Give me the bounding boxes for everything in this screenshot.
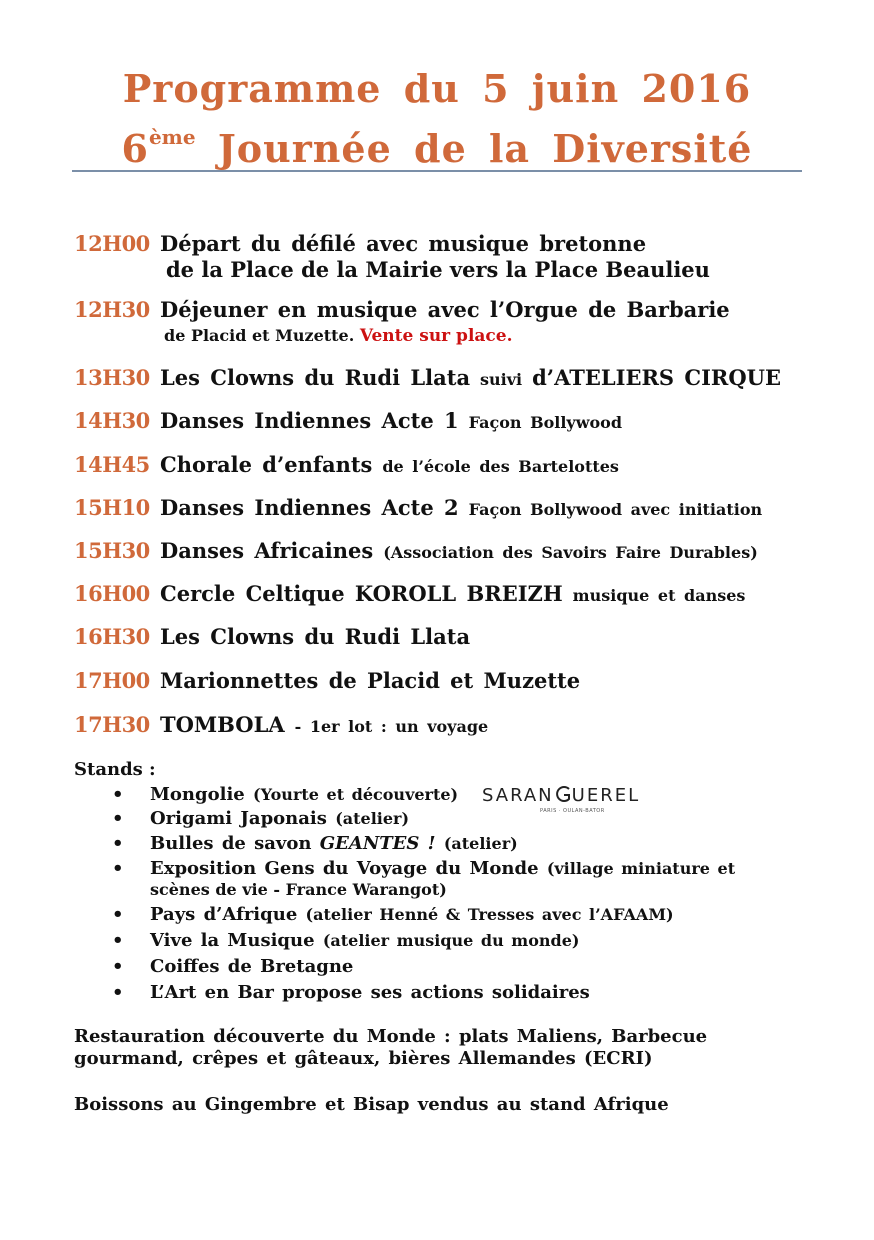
schedule-time: 17H00 [74,668,150,693]
schedule-event-detail: suivi [480,370,523,389]
bullet: • [112,930,124,951]
sale-highlight: Vente sur place. [359,326,513,346]
schedule-time: 14H30 [74,408,150,433]
boissons-paragraph: Boissons au Gingembre et Bisap vendus au stand Afrique [74,1094,669,1115]
schedule-event: Déjeuner en musique avec l’Orgue de Barbarie [160,297,730,322]
stand-name: Origami Japonais [150,808,327,829]
schedule-event-extra: d’ATELIERS CIRQUE [532,365,781,390]
stand-item [112,833,518,855]
schedule-time: 16H30 [74,624,150,649]
schedule-time: 14H45 [74,452,150,477]
stand-item [112,858,735,880]
bullet: • [112,904,124,925]
stands-heading: Stands : [74,759,156,780]
title-line-2 [0,114,874,172]
stand-highlight: GEANTES ! [319,833,436,854]
title-event-name: Journée de la Diversité [217,126,753,171]
schedule-time: 15H30 [74,538,150,563]
bullet: • [112,833,124,854]
schedule-row [74,496,762,522]
stand-detail: (atelier) [443,834,518,853]
schedule-event: Chorale d’enfants [160,452,373,477]
stand-name: Pays d’Afrique [150,904,298,925]
schedule-event-detail: musique et danses [572,586,746,605]
stand-name: L’Art en Bar propose ses actions solidaires [150,982,590,1003]
schedule-event: Les Clowns du Rudi Llata [160,624,471,649]
saranguerel-logo [482,784,652,820]
stand-detail: (atelier) [335,809,410,828]
bullet: • [112,956,124,977]
schedule-time: 17H30 [74,712,150,737]
title-line-1: Programme du 5 juin 2016 [122,66,752,111]
schedule-row [74,232,646,256]
stand-name: Mongolie [150,784,245,805]
schedule-time: 13H30 [74,365,150,390]
schedule-event-detail: Façon Bollywood avec initiation [468,500,763,519]
stand-name: Vive la Musique [150,930,315,951]
stand-detail: (atelier musique du monde) [322,931,580,950]
logo-text-right: UEREL [571,785,641,806]
schedule-event-detail: Façon Bollywood [468,413,623,432]
schedule-event: TOMBOLA [160,712,285,737]
stand-item [112,904,674,926]
schedule-event: Danses Indiennes Acte 1 [160,408,459,433]
stand-item [112,808,409,830]
stand-detail: (atelier Henné & Tresses avec l’AFAAM) [305,905,674,924]
schedule-event-detail: de l’école des Bartelottes [382,457,619,476]
schedule-event: Danses Africaines [160,538,374,563]
stand-name: Coiffes de Bretagne [150,956,354,977]
bullet: • [112,808,124,829]
schedule-row [74,582,745,608]
stand-item [112,956,353,978]
schedule-event: Danses Indiennes Acte 2 [160,495,459,520]
stand-item [112,982,590,1004]
stand-detail: (Yourte et découverte) [253,785,459,804]
schedule-time: 12H00 [74,231,150,256]
schedule-row [74,713,488,739]
stand-name: Bulles de savon [150,833,312,854]
schedule-row [74,453,619,479]
stand-item [112,930,579,952]
schedule-row [74,539,758,565]
schedule-time: 12H30 [74,297,150,322]
stand-detail: (village miniature et [546,859,736,878]
title-edition-suffix: ème [148,125,196,149]
schedule-event-continued [164,326,513,346]
schedule-row [74,625,470,649]
schedule-event: Marionnettes de Placid et Muzette [160,668,581,693]
schedule-time: 16H00 [74,581,150,606]
schedule-row [74,366,781,392]
logo-text-left: SARAN [482,785,554,806]
schedule-event-detail: de Placid et Muzette. [164,326,355,345]
schedule-row [74,669,580,693]
logo-tagline: PARIS · OULAN-BATOR [540,808,605,814]
bullet: • [112,858,124,879]
title-edition-number: 6 [121,126,149,171]
stand-detail-continued: scènes de vie - France Warangot) [150,880,447,899]
schedule-time: 15H10 [74,495,150,520]
stand-item [112,784,458,806]
schedule-event-continued: de la Place de la Mairie vers la Place Beaulieu [166,257,710,282]
restauration-paragraph: Restauration découverte du Monde : plats Maliens, Barbecue gourmand, crêpes et gâteaux, bières Allemandes (ECRI) [74,1026,708,1069]
schedule-event: Cercle Celtique KOROLL BREIZH [160,581,563,606]
schedule-row [74,409,622,435]
schedule-event: Les Clowns du Rudi Llata [160,365,471,390]
bullet: • [112,784,124,805]
bullet: • [112,982,124,1003]
title-divider [72,170,802,172]
stand-name: Exposition Gens du Voyage du Monde [150,858,539,879]
schedule-event-detail: - 1er lot : un voyage [294,717,489,736]
schedule-event: Départ du défilé avec musique bretonne [160,231,647,256]
schedule-row [74,298,730,322]
schedule-event-detail: (Association des Savoirs Faire Durables) [383,543,758,562]
logo-g-icon [554,784,572,804]
